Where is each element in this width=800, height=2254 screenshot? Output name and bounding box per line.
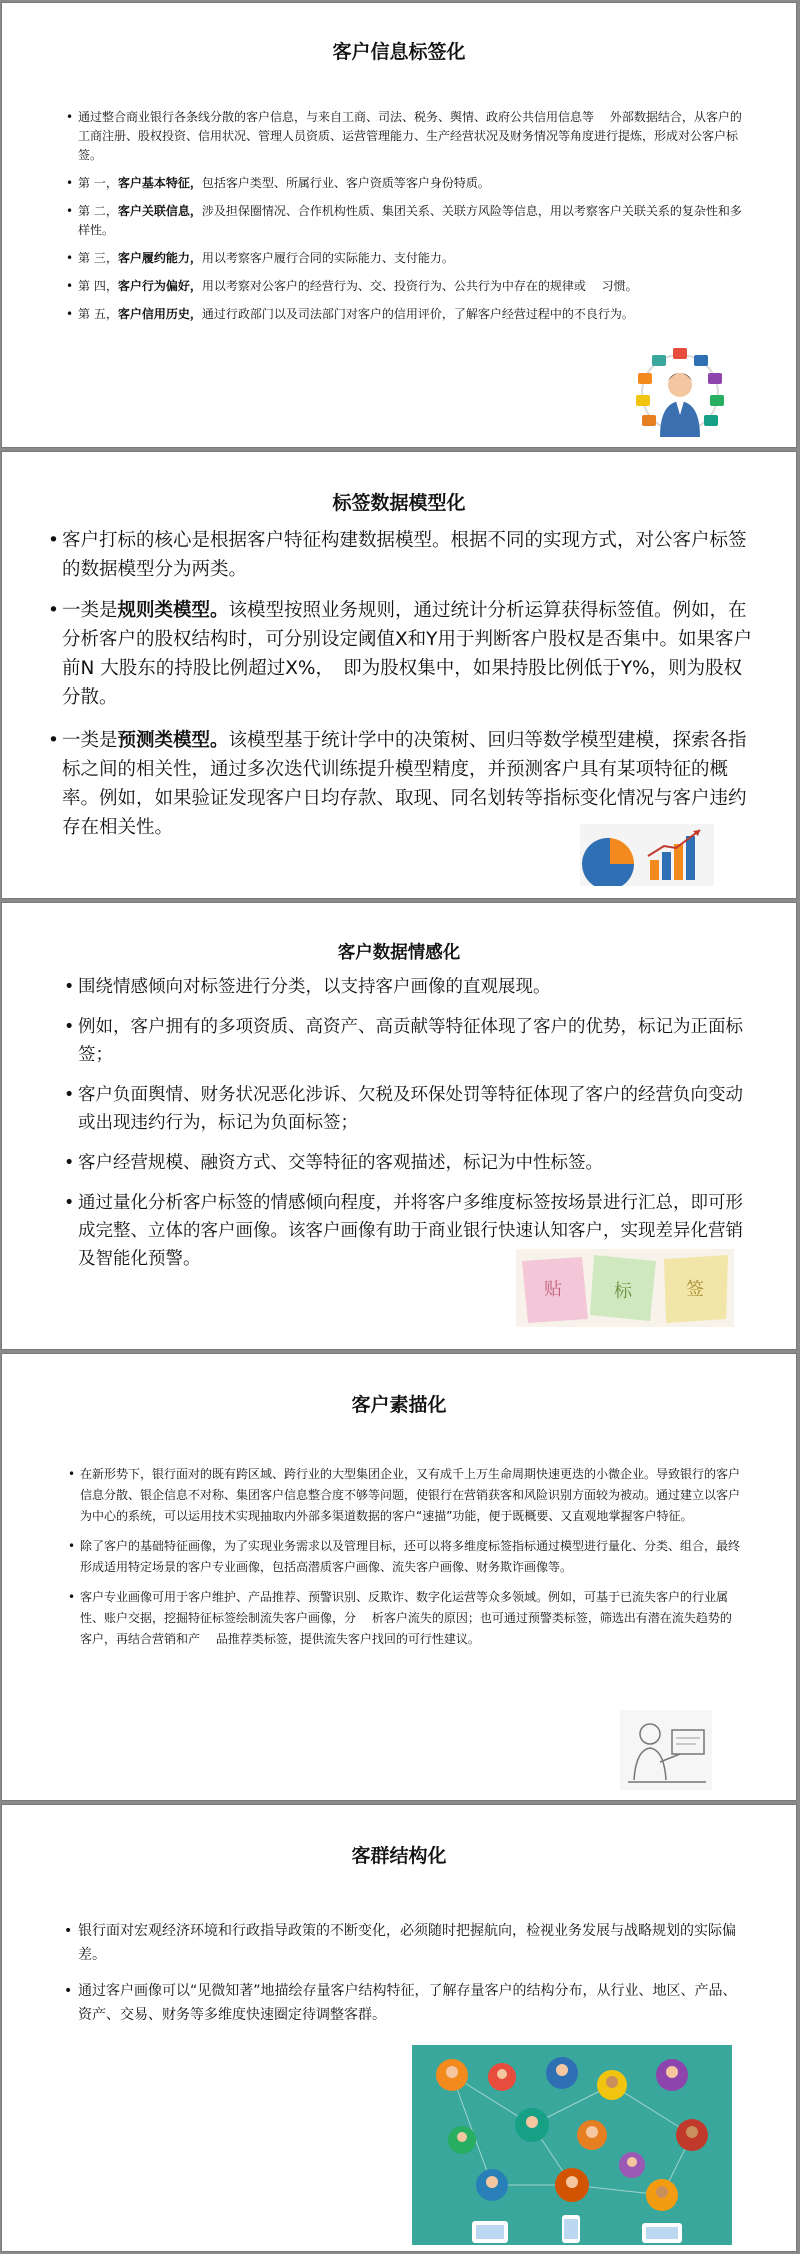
list-item: • 第 三，客户履约能力，用以考察客户履行合同的实际能力、支付能力。 [78, 249, 748, 268]
crowd-icon [412, 2045, 732, 2245]
tag-char: 标 [614, 1281, 632, 1302]
list-item: • 客户经营规模、融资方式、交等特征的客观描述，标记为中性标签。 [78, 1149, 748, 1177]
tag-stickers-illustration [516, 1249, 734, 1327]
list-item: • 第 一，客户基本特征，包括客户类型、所属行业、客户资质等客户身份特质。 [78, 174, 748, 193]
list-item: • 第 二，客户关联信息，涉及担保圈情况、合作机构性质、集团关系、关联方风险等信息，用以考察客户关联关系的复杂性和多样性。 [78, 202, 748, 240]
list-item: • 例如，客户拥有的多项资质、高资产、高贡献等特征体现了客户的优势，标记为正面标签； [78, 1013, 748, 1069]
list-item: • 一类是规则类模型。该模型按照业务规则，通过统计分析运算获得标签值。例如，在分析客户的股权结构时，可分别设定阈值X和Y用于判断客户股权是否集中。如果客户前N 大股东的持股比例超过X%， 即为股权集中，如果持股比例低于Y%，则为股权分散。 [62, 596, 752, 712]
slide-customer-group-structure [1, 1804, 797, 2252]
bullet-list [78, 1919, 744, 2027]
list-item: • 在新形势下，银行面对的既有跨区域、跨行业的大型集团企业，又有成千上万生命周期快速更迭的小微企业。导致银行的客户信息分散、银企信息不对称、集团客户信息整合度不够等问题，使银行在营销获客和风险识别方面较为被动。通过建立以客户为中心的系统，可以运用技术实现抽取内外部多渠道数据的客户“速描”功能，便于既概要、又直观地掌握客户特征。 [80, 1464, 742, 1527]
chart-icon [580, 824, 714, 886]
list-item: • 第 五，客户信用历史，通过行政部门以及司法部门对客户的信用评价，了解客户经营过程中的不良行为。 [78, 305, 748, 324]
list-item: • 客户打标的核心是根据客户特征构建数据模型。根据不同的实现方式，对公客户标签的数据模型分为两类。 [62, 526, 752, 584]
slide-customer-sketch [1, 1353, 797, 1801]
bullet-list [78, 973, 748, 1285]
slide-title: 客户信息标签化 [332, 41, 466, 63]
slide-title: 标签数据模型化 [332, 492, 466, 514]
list-item: • 通过客户画像可以“见微知著”地描绘存量客户结构特征，了解存量客户的结构分布，从行业、地区、产品、资产、交易、财务等多维度快速圈定待调整客群。 [78, 1979, 744, 2027]
sketch-icon [620, 1710, 712, 1790]
bullet-list [80, 1464, 742, 1659]
bullet-list [62, 526, 752, 852]
list-item: • 通过整合商业银行各条线分散的客户信息，与来自工商、司法、税务、舆情、政府公共信用信息等 外部数据结合，从客户的工商注册、股权投资、信用状况、管理人员资质、运营管理能力、生产经营状况及财务情况等角度进行提炼，形成对公客户标签。 [78, 108, 748, 165]
list-item: • 第 四，客户行为偏好，用以考察对公客户的经营行为、交、投资行为、公共行为中存在的规律或 习惯。 [78, 277, 748, 296]
slide-title: 客户素描化 [351, 1394, 447, 1416]
slide-customer-info-tagging [1, 2, 797, 448]
list-item: • 银行面对宏观经济环境和行政指导政策的不断变化，必须随时把握航向，检视业务发展与战略规划的实际偏差。 [78, 1919, 744, 1967]
slide-title: 客群结构化 [351, 1845, 447, 1867]
bullet-list [78, 108, 748, 333]
list-item: • 围绕情感倾向对标签进行分类，以支持客户画像的直观展现。 [78, 973, 748, 1001]
list-item: • 客户专业画像可用于客户维护、产品推荐、预警识别、反欺诈、数字化运营等众多领域。例如，可基于已流失客户的行业属性、账户交据，挖掘特征标签绘制流失客户画像，分 析客户流失的原因；也可通过预警类标签，筛选出有潜在流失趋势的客户，再结合营销和产 品推荐类标签，提供流失客户找回的可行性建议。 [80, 1587, 742, 1650]
slide-tag-data-modeling [1, 451, 797, 899]
tag-char: 签 [686, 1279, 704, 1300]
slide-title: 客户数据情感化 [337, 943, 461, 963]
list-item: • 客户负面舆情、财务状况恶化涉诉、欠税及环保处罚等特征体现了客户的经营负向变动或出现违约行为，标记为负面标签； [78, 1081, 748, 1137]
list-item: • 通过量化分析客户标签的情感倾向程度，并将客户多维度标签按场景进行汇总，即可形成完整、立体的客户画像。该客户画像有助于商业银行快速认知客户，实现差异化营销及智能化预警。 [78, 1189, 748, 1273]
user-avatar-icon [630, 345, 730, 441]
slide-customer-data-sentiment [1, 902, 797, 1350]
tag-char: 贴 [544, 1279, 562, 1300]
list-item: • 除了客户的基础特征画像，为了实现业务需求以及管理目标，还可以将多维度标签指标通过模型进行量化、分类、组合，最终形成适用特定场景的客户专业画像，包括高潜质客户画像、流失客户画像、财务欺诈画像等。 [80, 1536, 742, 1578]
list-item: • 一类是预测类模型。该模型基于统计学中的决策树、回归等数学模型建模，探索各指标之间的相关性，通过多次迭代训练提升模型精度，并预测客户具有某项特征的概率。例如，如果验证发现客户日均存款、取现、同名划转等指标变化情况与客户违约存在相关性。 [62, 726, 752, 842]
